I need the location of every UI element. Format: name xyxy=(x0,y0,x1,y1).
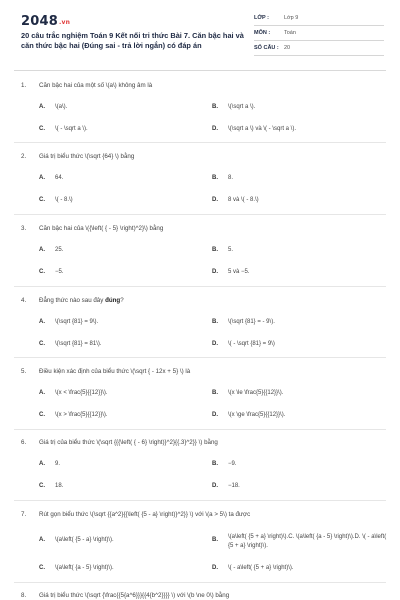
question-text xyxy=(39,297,379,304)
question-number: 6. xyxy=(21,439,27,446)
option-text: 18. xyxy=(55,483,64,489)
option-label: C. xyxy=(39,197,45,203)
option-text: 64. xyxy=(55,175,64,181)
document-title: 20 câu trắc nghiệm Toán 9 Kết nối tri thức Bài 7. Căn bậc hai và căn thức bậc hai (Đúng sai - trả lời ngắn) có đáp án xyxy=(21,31,244,50)
option-label: D. xyxy=(212,197,218,203)
question-number: 4. xyxy=(21,297,27,304)
meta-divider xyxy=(254,25,384,26)
question-number: 3. xyxy=(21,225,27,232)
option-text: \(a\left( {a - 5} \right)\). xyxy=(55,565,114,571)
question-text: Căn bậc hai của \({\left( { - 5} \right)^2}\) bằng xyxy=(39,225,164,232)
option-text: 8 và \( - 8.\) xyxy=(228,197,259,203)
document-header xyxy=(0,0,400,70)
header-divider xyxy=(14,70,386,71)
meta-divider xyxy=(254,55,384,56)
meta-divider xyxy=(254,40,384,41)
option-text: 5 và −5. xyxy=(228,269,250,275)
option-text: −9. xyxy=(228,461,237,467)
option-label: D. xyxy=(212,412,218,418)
question-number: 8. xyxy=(21,592,27,599)
meta-count-key: SỐ CÂU : xyxy=(254,45,279,51)
question-number: 2. xyxy=(21,153,27,160)
option-text: \(\sqrt a \). xyxy=(228,104,256,110)
option-text: \(a\left( {5 + a} \right)\).C. \(a\left( {a - 5} \right)\).D. \( - a\left( {5 + a} \right)\). xyxy=(228,534,387,549)
meta-subject-value: Toán xyxy=(284,30,296,36)
question-number: 1. xyxy=(21,82,27,89)
option-label: C. xyxy=(39,412,45,418)
option-label: C. xyxy=(39,126,45,132)
question-text: Giá trị của biểu thức \(\sqrt {{{\left( { - 6} \right)}^2}{{.3}^2}} \) bằng xyxy=(39,439,218,446)
question-text: Rút gọn biểu thức \(\sqrt {{a^2}{{\left( {5 - a} \right)}^2}} \) với \(a > 5\) ta được xyxy=(39,511,251,518)
logo-text: 2048 xyxy=(21,14,58,29)
option-label: A. xyxy=(39,390,45,396)
question-text-part: Đẳng thức nào sau đây xyxy=(39,297,106,304)
option-label: A. xyxy=(39,461,45,467)
question-text-part: ? xyxy=(120,297,124,304)
meta-class-value: Lớp 9 xyxy=(284,15,299,21)
option-text: \(a\left( {5 - a} \right)\). xyxy=(55,537,114,543)
question-text: Căn bậc hai của một số \(a\) không âm là xyxy=(39,82,153,89)
option-label: A. xyxy=(39,104,45,110)
option-label: D. xyxy=(212,565,218,571)
meta-class-key: LỚP : xyxy=(254,15,269,21)
question-divider xyxy=(14,286,386,287)
option-label: C. xyxy=(39,565,45,571)
option-text: \( - 8.\) xyxy=(55,197,73,203)
option-text: \(x \ge \frac{5}{{12}}\). xyxy=(228,412,286,418)
question-divider xyxy=(14,429,386,430)
option-text: \(\sqrt {81} = 9\). xyxy=(55,319,99,325)
option-label: D. xyxy=(212,269,218,275)
option-text: 5. xyxy=(228,247,234,253)
option-label: D. xyxy=(212,483,218,489)
option-text: \(x < \frac{5}{{12}}\). xyxy=(55,390,108,396)
question-divider xyxy=(14,357,386,358)
option-text: \(x \le \frac{5}{{12}}\). xyxy=(228,390,284,396)
option-text: \(\sqrt {81} = - 9\). xyxy=(228,319,275,325)
question-divider xyxy=(14,500,386,501)
question-divider xyxy=(14,214,386,215)
option-label: C. xyxy=(39,483,45,489)
logo-domain: .vn xyxy=(58,19,71,26)
option-text: 9. xyxy=(55,461,61,467)
option-label: B. xyxy=(212,319,218,325)
option-text: \( - a\left( {5 + a} \right)\). xyxy=(228,565,294,571)
option-text: \( - \sqrt a \). xyxy=(55,126,88,132)
option-label: B. xyxy=(212,175,218,181)
question-text: Giá trị biểu thức \(\sqrt {64} \) bằng xyxy=(39,153,135,160)
option-text: \(x > \frac{5}{{12}}\). xyxy=(55,412,108,418)
option-text: \(\sqrt {81} = 81\). xyxy=(55,341,102,347)
option-text: \( - \sqrt {81} = 9\) xyxy=(228,341,275,347)
option-label: A. xyxy=(39,319,45,325)
meta-count-value: 20 xyxy=(284,45,291,51)
option-label: C. xyxy=(39,269,45,275)
option-text: −5. xyxy=(55,269,64,275)
option-text: 25. xyxy=(55,247,64,253)
option-label: B. xyxy=(212,390,218,396)
question-divider xyxy=(14,142,386,143)
meta-subject-key: MÔN : xyxy=(254,30,271,36)
site-logo[interactable] xyxy=(21,14,70,29)
option-text: \(\sqrt a \) và \( - \sqrt a \). xyxy=(228,126,297,132)
option-label: D. xyxy=(212,126,218,132)
question-text: Giá trị biểu thức \(\sqrt {\frac{{5{a^6}}}{{4{b^2}}}} \) với \(b \ne 0\) bằng xyxy=(39,592,230,599)
option-label: B. xyxy=(212,247,218,253)
option-label: B. xyxy=(212,104,218,110)
option-label: C. xyxy=(39,341,45,347)
question-text: Điều kiện xác định của biểu thức \(\sqrt { - 12x + 5} \) là xyxy=(39,368,191,375)
option-label: B. xyxy=(212,537,218,543)
option-text: 8. xyxy=(228,175,234,181)
option-label: A. xyxy=(39,247,45,253)
option-label: D. xyxy=(212,341,218,347)
option-label: B. xyxy=(212,461,218,467)
option-text: −18. xyxy=(228,483,240,489)
question-emphasis: đúng xyxy=(105,297,121,304)
question-number: 5. xyxy=(21,368,27,375)
question-divider xyxy=(14,582,386,583)
option-label: A. xyxy=(39,537,45,543)
option-text: \(a\). xyxy=(55,104,68,110)
question-number: 7. xyxy=(21,511,27,518)
option-label: A. xyxy=(39,175,45,181)
